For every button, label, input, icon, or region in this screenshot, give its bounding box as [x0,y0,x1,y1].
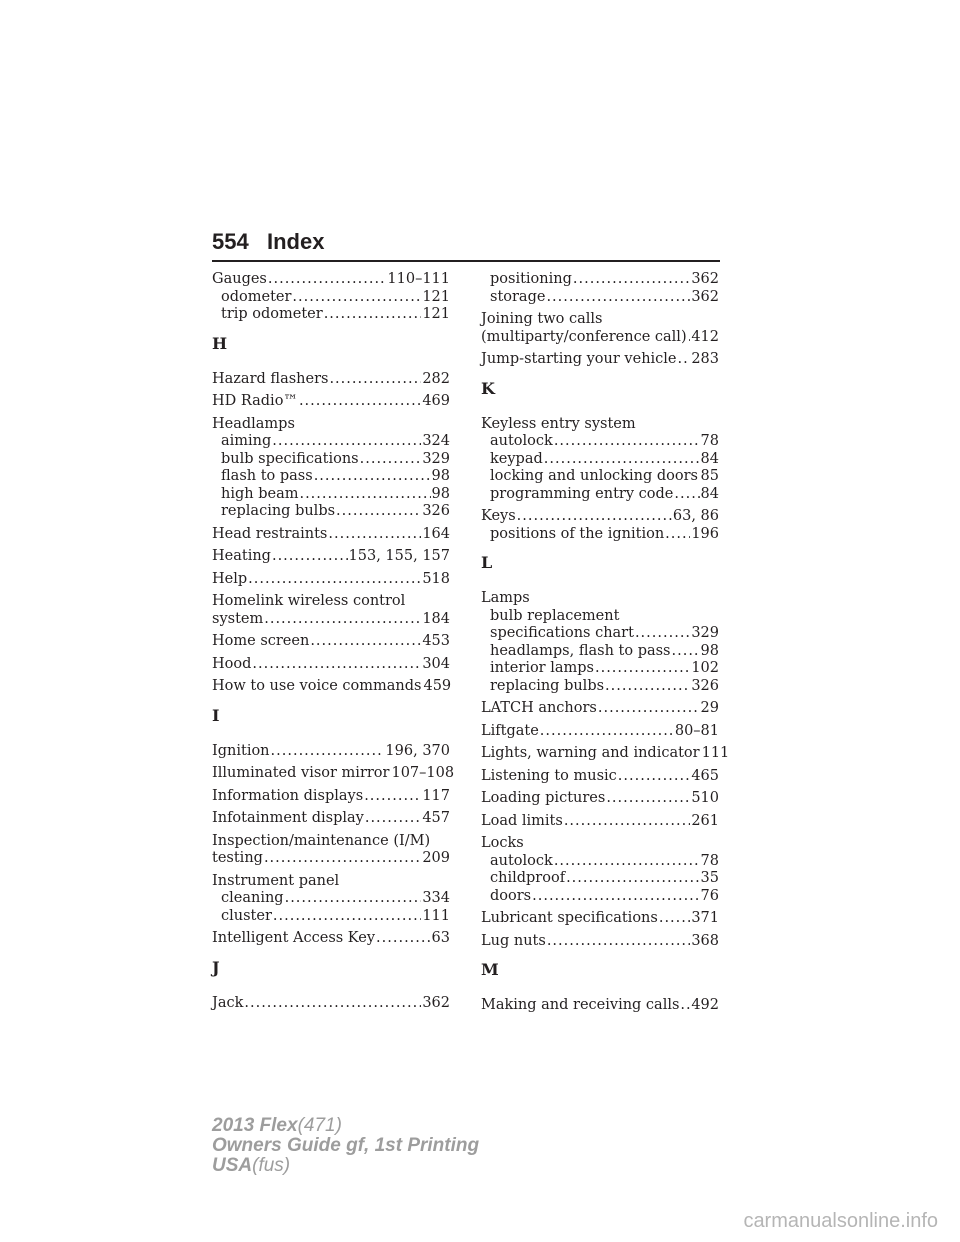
index-entry [212,765,455,783]
document-footer [212,1116,479,1176]
index-subentry [481,888,719,906]
index-page-ref: 362 [691,271,719,287]
index-entry [212,393,450,411]
footer-model-line [212,1116,479,1136]
dot-leader [635,625,690,643]
index-page-ref: 304 [422,655,450,672]
index-page-ref: 76 [700,887,719,904]
index-entry [212,743,450,761]
index-term: Lamps [481,590,530,606]
index-subentry [212,289,450,307]
dot-leader [299,486,430,504]
index-entry [212,416,450,521]
index-entry [481,508,719,543]
index-entry-line [481,910,719,928]
index-term: programming entry code [490,485,674,502]
index-term: Lights, warning and indicator [481,745,700,761]
index-page-ref: 368 [691,932,719,949]
index-term: Load limits [481,812,563,829]
index-page-ref: 98 [431,468,450,484]
index-entry-line [212,833,450,851]
index-page-ref: 110–111 [387,271,450,287]
page-number: 554 [212,229,249,254]
index-page-ref: 98 [700,642,719,659]
index-subentry [481,289,719,307]
index-term: Lug nuts [481,932,546,949]
dot-leader [272,548,348,566]
index-subentry [481,526,719,544]
index-page-ref: 63 [431,930,450,946]
dot-leader [659,910,690,928]
index-entry [481,910,719,928]
index-entry [481,768,719,786]
dot-leader [360,451,422,469]
index-term: Locks [481,835,524,851]
index-entry [481,745,730,763]
index-entry [212,526,450,544]
index-page-ref: 35 [700,870,719,886]
index-entry [212,995,450,1013]
dot-leader [364,788,421,806]
index-page-ref: 80–81 [674,722,719,739]
index-entry [481,933,719,951]
dot-leader [546,289,690,307]
index-term: Loading pictures [481,790,606,806]
index-entry-line [481,790,719,808]
dot-leader [268,271,387,289]
index-entry-line [212,371,450,389]
dot-leader [248,571,421,589]
index-page-ref: 121 [422,288,450,305]
index-entry-line [481,329,719,347]
index-entry [481,590,719,695]
dot-leader [699,468,700,486]
index-entry-line [212,393,450,411]
dot-leader [672,643,700,661]
index-entry-line [212,743,450,761]
index-term: autolock [490,433,553,449]
index-term: cleaning [221,890,284,906]
dot-leader [618,768,691,786]
index-entry-line [212,765,455,783]
watermark: carmanualsonline.info [743,1210,938,1232]
footer-market: USA [212,1155,253,1176]
index-term: Hood [212,655,252,672]
index-entry-line [212,850,450,868]
index-page-ref: 326 [422,503,450,519]
index-term: Information displays [212,787,364,804]
index-term: Jump-starting your vehicle [481,351,677,367]
index-entry [481,311,719,346]
index-term: bulb specifications [221,450,359,467]
index-subentry [481,468,719,486]
dot-leader [517,508,672,526]
dot-leader [285,890,422,908]
index-subentry [481,853,719,871]
index-term: specifications chart [490,625,634,641]
index-subentry [212,468,450,486]
index-term: flash to pass [221,468,313,484]
index-entry-line [212,873,450,891]
index-entry [212,656,450,674]
index-page-ref: 326 [691,677,719,694]
index-page-ref: 362 [422,994,450,1011]
index-page-ref: 29 [700,700,719,716]
dot-leader [606,790,690,808]
index-term: Lubricant specifications [481,910,658,926]
dot-leader [292,289,421,307]
index-page-ref: 78 [700,433,719,449]
dot-leader [564,813,690,831]
index-page-ref: 85 [700,468,719,484]
index-term: autolock [490,852,553,869]
index-subentry [481,486,719,504]
index-term: headlamps, flash to pass [490,642,671,659]
index-term: (multiparty/conference call) [481,328,687,345]
index-term: Head restraints [212,525,328,542]
index-subentry [212,451,450,469]
index-entry-line [212,788,450,806]
index-entry-line [212,633,450,651]
index-term: How to use voice commands [212,678,422,694]
index-entry [212,930,450,948]
footer-guide-line: Owners Guide gf, 1st Printing [212,1135,480,1156]
index-letter-heading: M [481,960,499,979]
index-term: high beam [221,485,299,502]
index-term: replacing bulbs [490,677,605,694]
index-entry-line [212,526,450,544]
dot-leader [376,930,431,948]
index-column-left [212,271,455,1017]
index-term: system [212,610,264,627]
index-entry-line [212,416,450,434]
index-entry [212,593,450,628]
index-entry [481,351,719,369]
index-entry-line [481,813,719,831]
dot-leader [532,888,699,906]
index-entry-line [481,745,730,763]
index-term: positions of the ignition [490,525,665,542]
index-term: HD Radio™ [212,393,298,409]
index-page-ref: 111 [701,745,730,761]
index-entry [212,548,450,566]
index-subentry [212,306,450,324]
index-page-ref: 412 [691,328,719,345]
dot-leader [540,723,674,741]
index-page-ref: 518 [422,570,450,587]
index-page-ref: 78 [700,852,719,869]
index-subentry [481,608,719,626]
index-page-ref: 63, 86 [672,508,719,524]
index-page-ref: 102 [691,660,719,676]
dot-leader [595,660,690,678]
index-term: Inspection/maintenance (I/M) [212,832,431,849]
index-entry-line [212,271,450,289]
index-term: childproof [490,870,566,886]
index-entry-line [212,548,450,566]
index-term: storage [490,288,546,305]
dot-leader [299,393,421,411]
index-term: LATCH anchors [481,700,597,716]
index-term: Intelligent Access Key [212,930,376,946]
index-entry-line [212,593,450,611]
dot-leader [329,371,421,389]
dot-leader [573,271,690,289]
index-page-ref: 283 [691,351,719,367]
index-entry-line [481,590,719,608]
index-term: testing [212,850,263,866]
index-term: Gauges [212,271,267,287]
index-entry [212,271,450,324]
index-term: Help [212,570,248,587]
index-subentry [212,908,450,926]
header-rule [212,260,720,262]
dot-leader [544,451,700,469]
dot-leader [547,933,691,951]
index-term: Keyless entry system [481,415,636,432]
index-term: replacing bulbs [221,503,336,519]
dot-leader [336,503,421,521]
index-page-ref: 196 [691,525,719,542]
index-term: Keys [481,508,516,524]
index-subentry [481,678,719,696]
index-page-ref: 492 [691,997,719,1013]
index-term: cluster [221,907,272,924]
dot-leader [324,306,422,324]
index-page-ref: 465 [691,767,719,784]
index-page-ref: 371 [691,910,719,926]
index-entry [212,678,450,696]
index-entry-line [212,656,450,674]
footer-model-code: (471) [297,1115,342,1136]
index-term: bulb replacement [490,607,620,624]
index-subentry [481,870,719,888]
dot-leader [605,678,690,696]
index-term: Homelink wireless control [212,593,406,609]
index-page-ref: 153, 155, 157 [348,548,450,564]
index-term: Ignition [212,742,270,759]
index-page-ref: 111 [422,907,450,924]
index-term: locking and unlocking doors [490,468,698,484]
index-page-ref: 261 [691,812,719,829]
dot-leader [314,468,431,486]
dot-leader [264,850,421,868]
index-entry-line [212,571,450,589]
index-subentry [481,271,719,289]
index-page-ref: 84 [700,450,719,467]
index-entry [481,813,719,831]
dot-leader [271,743,385,761]
index-term: Illuminated visor mirror [212,765,390,781]
index-entry [212,873,450,926]
index-subentry [481,660,719,678]
page-title: Index [267,229,325,254]
index-subentry [212,433,450,451]
index-term: odometer [221,288,292,305]
index-term: Liftgate [481,722,539,739]
index-entry [481,700,719,718]
index-entry [212,788,450,806]
dot-leader [566,870,699,888]
index-entry-line [481,933,719,951]
index-subentry [212,486,450,504]
index-page-ref: 459 [423,678,452,694]
index-term: Making and receiving calls [481,997,680,1013]
index-entry-line [481,700,719,718]
page-header [212,228,324,256]
index-entry-line [481,416,719,434]
index-page-ref: 362 [691,288,719,305]
index-entry [212,633,450,651]
index-subentry [481,451,719,469]
dot-leader [678,351,691,369]
dot-leader [252,656,421,674]
dot-leader [598,700,700,718]
dot-leader [674,486,699,504]
index-page-ref: 184 [422,610,450,627]
index-term: Infotainment display [212,810,364,826]
index-term: interior lamps [490,660,594,676]
index-page-ref: 329 [422,450,450,467]
index-entry [212,833,450,868]
index-page-ref: 164 [422,525,450,542]
index-entry [481,271,719,306]
index-term: Joining two calls [481,311,603,327]
index-entry [481,835,719,905]
index-entry [481,790,719,808]
index-page-ref: 469 [422,393,450,409]
index-entry-line [481,508,719,526]
index-subentry [481,625,719,643]
index-page-ref: 329 [691,625,719,641]
index-term: doors [490,887,532,904]
dot-leader [328,526,421,544]
index-subentry [481,433,719,451]
dot-leader [680,997,690,1015]
index-term: positioning [490,271,572,287]
dot-leader [273,908,421,926]
dot-leader [554,853,700,871]
index-term: Heating [212,548,271,564]
dot-leader [310,633,421,651]
index-term: Jack [212,994,244,1011]
index-entry [212,810,450,828]
index-entry-line [212,678,450,696]
footer-market-code: (fus) [252,1155,291,1176]
index-page-ref: 196, 370 [385,742,450,759]
index-entry-line [481,723,719,741]
index-page-ref: 209 [422,850,450,866]
index-entry-line [481,997,719,1015]
index-entry-line [481,768,719,786]
index-entry-line [481,311,719,329]
footer-model: 2013 Flex [212,1115,298,1136]
index-letter-heading: K [481,378,495,398]
dot-leader [665,526,690,544]
index-page-ref: 84 [700,485,719,502]
index-letter-heading: H [212,333,228,353]
dot-leader [264,611,421,629]
index-page-ref: 121 [422,306,450,322]
index-entry [481,416,719,504]
index-entry-line [481,835,719,853]
index-term: keypad [490,450,543,467]
index-entry [212,571,450,589]
index-entry-line [212,611,450,629]
index-term: Hazard flashers [212,370,329,387]
dot-leader [272,433,421,451]
index-entry-line [212,810,450,828]
index-page-ref: 510 [691,790,719,806]
index-entry-line [212,995,450,1013]
index-term: Instrument panel [212,872,340,889]
index-letter-heading: J [212,957,220,977]
index-page-ref: 334 [422,890,450,906]
index-subentry [212,890,450,908]
index-entry [481,997,719,1015]
index-entry [212,371,450,389]
index-entry-line [212,930,450,948]
index-page-ref: 453 [422,633,450,649]
index-letter-heading: I [212,705,220,725]
index-term: Listening to music [481,767,617,784]
dot-leader [688,329,691,347]
index-term: trip odometer [221,306,323,322]
index-column-right [481,271,730,1020]
index-page-ref: 457 [422,810,450,826]
index-term: Home screen [212,633,310,649]
dot-leader [244,995,421,1013]
index-page-ref: 117 [422,787,450,804]
index-subentry [481,643,719,661]
dot-leader [554,433,700,451]
index-subentry [212,503,450,521]
index-entry [481,723,719,741]
index-page-ref: 107–108 [391,765,455,781]
index-term: aiming [221,433,272,449]
footer-market-line [212,1156,479,1176]
index-entry-line [481,351,719,369]
index-page-ref: 98 [431,485,450,502]
index-page-ref: 282 [422,370,450,387]
index-letter-heading: L [481,553,493,572]
dot-leader [365,810,421,828]
index-term: Headlamps [212,415,295,432]
index-page-ref: 324 [422,433,450,449]
